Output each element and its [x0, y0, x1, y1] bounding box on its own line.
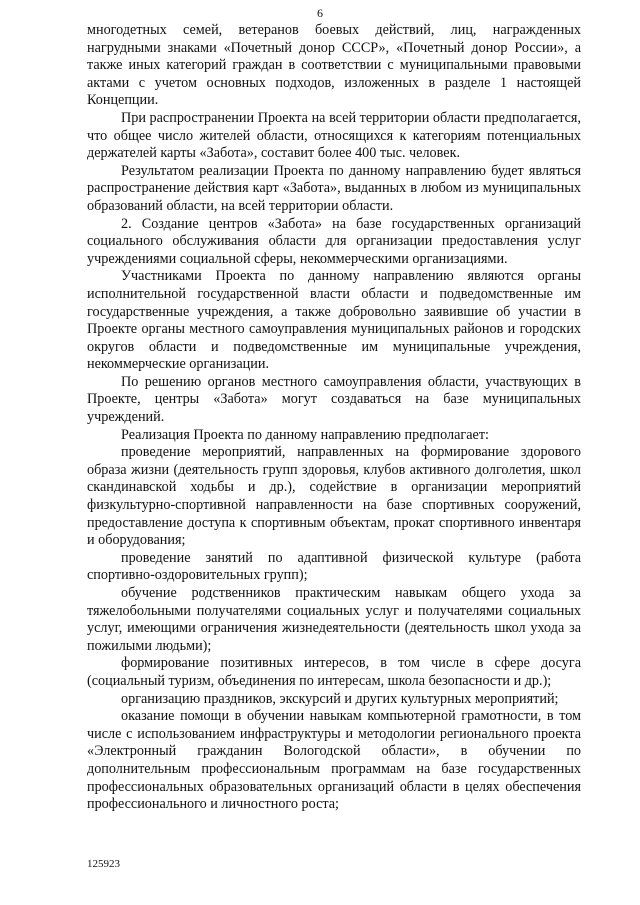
list-item-computer-literacy: оказание помощи в обучении навыкам компьютерной грамотности, в том числе с использованием инфраструктуры и методологии регионального проекта «Электронный гражданин Вологодской области», в обучении по дополнительным профессиональным программам на базе государственных профессиональных образовательных организаций области в целях обеспечения профессионального и личностного роста;	[87, 708, 581, 813]
page-number: 6	[317, 6, 323, 20]
list-item-adaptive-sport: проведение занятий по адаптивной физической культуре (работа спортивно-оздоровительных групп);	[87, 549, 581, 584]
list-item-healthy-lifestyle: проведение мероприятий, направленных на формирование здорового образа жизни (деятельность групп здоровья, клубов активного долголетия, школ скандинавской ходьбы и др.), содействие в организации мероприятий физкультурно-спортивной направленности на базе спортивных сооружений, предоставление доступа к спортивным объектам, прокат спортивного инвентаря и оборудования;	[87, 444, 581, 549]
list-item-care-training: обучение родственников практическим навыкам общего ухода за тяжелобольными получателями социальных услуг и получателями социальных услуг, имеющими ограничения жизнедеятельности (деятельность школ ухода за пожилыми людьми);	[87, 585, 581, 654]
paragraph-municipal-decision: По решению органов местного самоуправления области, участвующих в Проекте, центры «Забота» могут создаваться на базе муниципальных учреждений.	[87, 373, 581, 426]
document-code: 125923	[87, 858, 120, 870]
paragraph-section-2-heading: 2. Создание центров «Забота» на базе государственных организаций социального обслуживания области для организации предоставления услуг учреждениями социальной сферы, некоммерческими организациями.	[87, 215, 581, 267]
paragraph-distribution: При распространении Проекта на всей территории области предполагается, что общее число жителей области, относящихся к категориям потенциальных держателей карты «Забота», составит более 400 тыс. человек.	[87, 109, 581, 162]
paragraph-result: Результатом реализации Проекта по данному направлению будет являться распространение действия карт «Забота», выданных в любом из муниципальных образований области, на всей территории области.	[87, 162, 581, 214]
document-body	[87, 22, 581, 814]
paragraph-continuation: многодетных семей, ветеранов боевых действий, лиц, награжденных нагрудными знаками «Почетный донор СССР», «Почетный донор России», а также иных категорий граждан в соответствии с муниципальными правовыми актами с учетом основных подходов, изложенных в разделе 1 настоящей Концепции.	[87, 22, 581, 109]
list-item-leisure: формирование позитивных интересов, в том числе в сфере досуга (социальный туризм, объединения по интересам, школа безопасности и др.);	[87, 655, 581, 689]
paragraph-participants: Участниками Проекта по данному направлению являются органы исполнительной государственной власти области и подведомственные им государственные учреждения, а также добровольно заявившие об участии в Проекте органы местного самоуправления муниципальных районов и городских округов области и подведомственные им муниципальные учреждения, некоммерческие организации.	[87, 268, 581, 373]
list-item-events: организацию праздников, экскурсий и других культурных мероприятий;	[121, 690, 559, 707]
paragraph-implementation-intro: Реализация Проекта по данному направлению предполагает:	[121, 426, 489, 443]
